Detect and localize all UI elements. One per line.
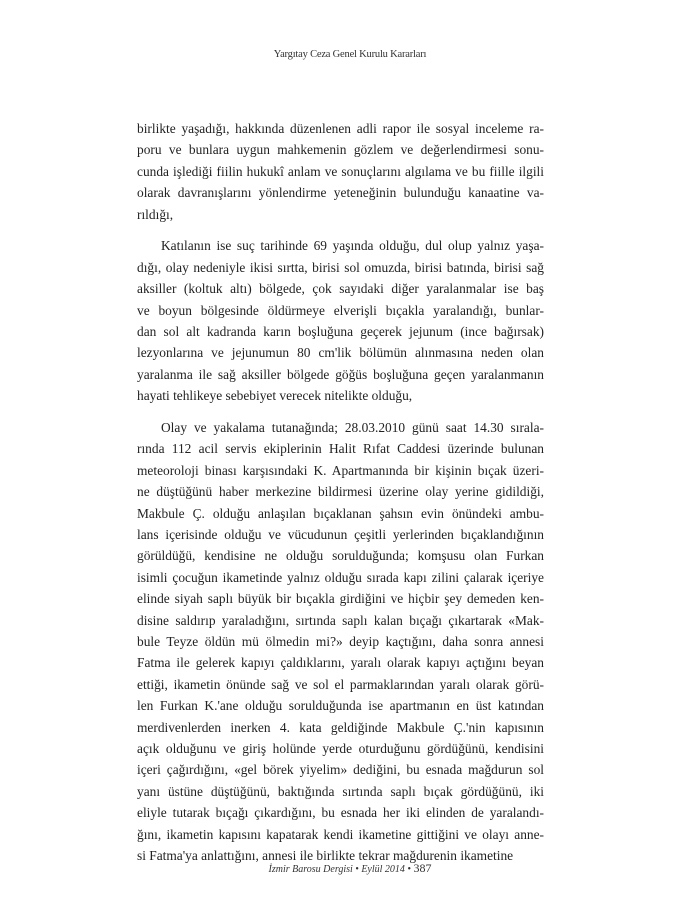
text-line: bule Teyze öldün mü ölmedin mi?» deyip kaçtığını, daha sonra annesi bbox=[137, 633, 544, 649]
text-line: birlikte yaşadığı, hakkında düzenlenen adli rapor ile sosyal inceleme ra- bbox=[137, 121, 544, 136]
text-line: ettiği, ikametin önünde sağ ve sol el parmaklarından yaralı olarak görü- bbox=[137, 676, 544, 692]
text-line: rıldığı, bbox=[137, 206, 174, 222]
text-line: Makbule Ç. olduğu anlaşılan bıçaklanan şahsın evin önündeki ambu- bbox=[137, 505, 544, 521]
document-body bbox=[137, 118, 544, 877]
text-line: isimli çocuğun ikametinde yalnız olduğu sırada kapı zilini çalarak içeriye bbox=[137, 569, 544, 585]
text-line: cunda işlediği fiilin hukukî anlam ve sonuçlarını algılama ve bu fiille ilgili bbox=[137, 163, 544, 179]
text-line: hayati tehlikeye sebebiyet verecek nitelikte olduğu, bbox=[137, 388, 413, 404]
text-line: ğını, ikametin kapısını kapatarak kendi ikametine gittiğini ve olayı anne- bbox=[137, 826, 544, 842]
text-line: elinde siyah saplı büyük bir bıçakla girdiğini ve hiçbir şey demeden ken- bbox=[137, 591, 544, 607]
text-line: yaralanma ile sağ aksiller bölgede göğüs boşluğuna geçen yaralanmanın bbox=[137, 366, 544, 382]
text-line: si Fatma'ya anlattığını, annesi ile birlikte tekrar mağdurenin ikametine bbox=[137, 847, 514, 863]
text-line: Katılanın ise suç tarihinde 69 yaşında olduğu, dul olup yalnız yaşa- bbox=[161, 238, 544, 254]
text-line: ve boyun bölgesinde öldürmeye elverişli bıçakla yaralandığı, bunlar- bbox=[137, 302, 544, 318]
text-line: merdivenlerden inerken 4. kata geldiğinde Makbule Ç.'nin kapısının bbox=[137, 719, 544, 735]
footer-separator: • bbox=[355, 864, 359, 875]
text-line: dan sol alt kadranda karın boşluğuna geçerek jejunum (ince bağırsak) bbox=[137, 324, 544, 340]
paragraph bbox=[137, 235, 544, 406]
journal-name: İzmir Barosu Dergisi bbox=[268, 864, 353, 875]
text-line: meteoroloji binası karşısındaki K. Apartmanında bir kişinin bıçak üzeri- bbox=[137, 462, 544, 478]
text-line: len Furkan K.'ane olduğu sorulduğunda ise apartmanın en üst katından bbox=[137, 698, 544, 714]
text-line: eliyle tutarak bıçağı çıkardığını, bu esnada her iki elinden de yaralandı- bbox=[137, 805, 544, 821]
text-line: disine saldırıp yaraladığını, sırtında saplı kalan bıçağı çıkartarak «Mak- bbox=[137, 612, 544, 628]
text-line: aksiller (koltuk altı) bölgede, çok sayıdaki diğer yaralanmalar ise baş bbox=[137, 281, 544, 297]
text-line: lans içerisinde olduğu ve vücudunun çeşitli yerlerinden bıçaklandığının bbox=[137, 527, 544, 543]
text-line: ne düştüğünü haber merkezine bildirmesi üzerine olay yerine gidildiği, bbox=[137, 484, 544, 500]
text-line: görüldüğü, kendisine ne olduğu sorulduğunda; komşusu olan Furkan bbox=[137, 548, 544, 564]
page-number: 387 bbox=[413, 861, 432, 875]
text-line: açık olduğunu ve giriş holünde yerde oturduğunu gördüğünü, kendisini bbox=[137, 740, 544, 756]
issue-date: Eylül 2014 bbox=[361, 864, 405, 875]
text-line: yanı üstüne düştüğünü, baktığında sırtında saplı bıçak gördüğünü, iki bbox=[137, 783, 544, 799]
text-line: Fatma ile gelerek kapıyı çaldıklarını, yaralı olarak kapıyı açtığını beyan bbox=[137, 655, 544, 671]
text-line: dığı, olay nedeniyle ikisi sırtta, birisi sol omuzda, birisi batında, birisi sağ bbox=[137, 259, 544, 275]
text-line: Olay ve yakalama tutanağında; 28.03.2010 günü saat 14.30 sırala- bbox=[161, 420, 544, 436]
paragraph bbox=[137, 417, 544, 866]
footer-separator: • bbox=[407, 864, 411, 875]
text-line: rında 112 acil servis ekiplerinin Halit Rıfat Caddesi üzerinde bulunan bbox=[137, 441, 544, 457]
paragraph bbox=[137, 118, 544, 225]
text-line: lezyonlarına ve jejunumun 80 cm'lik bölümün alınmasına neden olan bbox=[137, 345, 544, 361]
text-line: içeri çağırdığını, «gel börek yiyelim» dediğini, bu esnada mağdurun sol bbox=[137, 762, 544, 778]
page-footer bbox=[0, 861, 700, 876]
running-header: Yargıtay Ceza Genel Kurulu Kararları bbox=[273, 49, 427, 60]
text-line: olarak davranışlarını yönlendirme yeteneğinin bulunduğu kanaatine va- bbox=[137, 185, 544, 201]
text-line: poru ve bunlara uygun mahkemenin gözlem ve değerlendirmesi sonu- bbox=[137, 142, 544, 158]
